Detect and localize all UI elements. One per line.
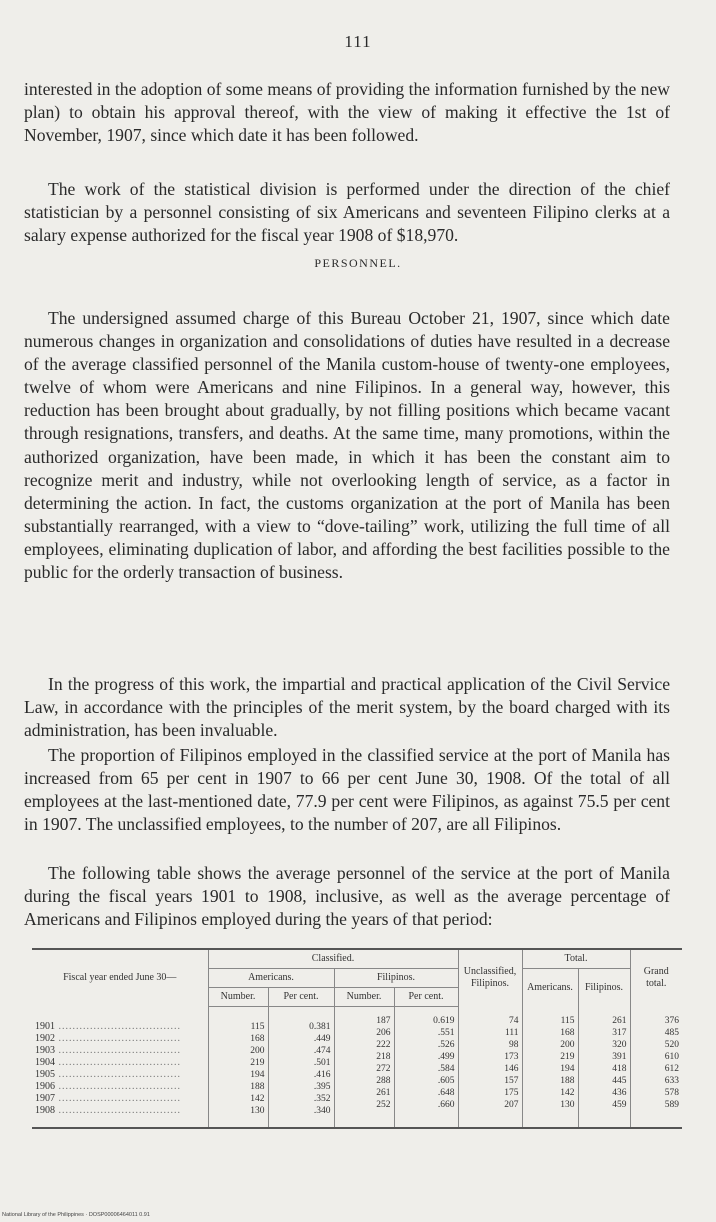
table-cell: .340 [313,1106,331,1116]
table-cell: 194 [560,1063,575,1074]
table-cell: 0.619 [433,1016,455,1026]
table-cell: 206 [376,1028,391,1038]
header-filipinos: Filipinos. [334,969,458,988]
table-cell: 142 [250,1094,265,1104]
table-cell: .474 [313,1046,331,1056]
table-cell: 207 [504,1099,519,1110]
header-classified: Classified. [208,949,458,969]
header-unclassified: Unclassified, Filipinos. [458,949,522,1007]
table-cell: 261 [376,1088,391,1098]
table-cell: .501 [313,1058,331,1068]
header-american-percent: Per cent. [268,988,334,1007]
header-total-filipinos: Filipinos. [578,969,630,1007]
table-cell: 520 [664,1039,679,1050]
table-cell: .449 [313,1034,331,1044]
grand-total-column [630,1007,682,1129]
paragraph-3: The undersigned assumed charge of this Bureau October 21, 1907, since which date numerous changes in organization and consolidations of duties have resulted in a decrease of the average classified personnel of the Manila custom-house of twenty-one employees, twelve of whom were Americans and nine Filipinos. In a general way, however, this reduction has been brought about gradually, by not filling positions which became vacant through resignations, transfers, and deaths. At the same time, many promotions, within the authorized organization, have been made, in which it has been the constant aim to recognize merit and industry, while not overlooking length of service, as a factor in determining the action. In fact, the customs organization at the port of Manila has been substantially rearranged, with a view to “dove-tailing” work, utilizing the full time of all employees, eliminating duplication of labor, and affording the best facilities possible to the public for the orderly transaction of business. [24,308,670,583]
year-column [32,1007,208,1129]
table-cell: 633 [664,1075,679,1086]
table-cell: 130 [560,1099,575,1110]
filipino-percent-column [394,1007,458,1129]
page-number: 111 [344,32,372,51]
header-filipino-number: Number. [334,988,394,1007]
table-cell: 219 [250,1058,265,1068]
table-cell: 0.381 [309,1022,331,1032]
table-cell: 168 [250,1034,265,1044]
table-cell: .395 [313,1082,331,1092]
table-cell: 175 [504,1087,519,1098]
header-fiscal-year: Fiscal year ended June 30— [32,949,208,1007]
scan-footer: National Library of the Philippines · DOSP00006464011 0.91 [2,1212,150,1218]
table-cell: 218 [376,1052,391,1062]
year-cell: 1904 ..... [35,1057,205,1069]
table-cell: 610 [664,1051,679,1062]
table-cell: 157 [504,1075,519,1086]
american-number-column [208,1007,268,1129]
table-cell: 130 [250,1106,265,1116]
table-cell: .648 [437,1088,455,1098]
filipino-number-column [334,1007,394,1129]
table-cell: 115 [560,1015,575,1026]
unclassified-column [458,1007,522,1129]
table-cell: 317 [612,1027,627,1038]
header-filipino-percent: Per cent. [394,988,458,1007]
table-cell: .416 [313,1070,331,1080]
paragraph-5: The proportion of Filipinos employed in the classified service at the port of Manila has increased from 65 per cent in 1907 to 66 per cent June 30, 1908. Of the total of all employees at the last-mentioned date, 77.9 per cent were Filipinos, as against 75.5 per cent in 1907. The unclassified employees, to the number of 207, are all Filipinos. [24,745,670,835]
table-cell: 168 [560,1027,575,1038]
header-total: Total. [522,949,630,969]
table-cell: 194 [250,1070,265,1080]
header-total-americans: Americans. [522,969,578,1007]
table-cell: 200 [560,1039,575,1050]
year-cell: 1901 ..... [35,1021,205,1033]
table-cell: 418 [612,1063,627,1074]
year-cell: 1902 ..... [35,1033,205,1045]
table-cell: 589 [664,1099,679,1110]
table-cell: 188 [250,1082,265,1092]
table-cell: 188 [560,1075,575,1086]
header-americans: Americans. [208,969,334,988]
table-cell: 74 [509,1015,519,1026]
header-grand-total: Grand total. [630,949,682,1007]
total-americans-column [522,1007,578,1129]
table-cell: 445 [612,1075,627,1086]
table-cell: 320 [612,1039,627,1050]
table-data-row [32,1007,682,1129]
paragraph-2: The work of the statistical division is performed under the direction of the chief statistician by a personnel consisting of six Americans and seventeen Filipino clerks at a salary expense authorized for the fiscal year 1908 of $18,970. [24,179,670,246]
table-cell: 272 [376,1064,391,1074]
table-cell: 459 [612,1099,627,1110]
paragraph-6: The following table shows the average personnel of the service at the port of Manila during the fiscal years 1901 to 1908, inclusive, as well as the average percentage of Americans and Filipinos employed during the years of that period: [24,863,670,930]
table-cell: 115 [250,1022,265,1032]
table-cell: 222 [376,1040,391,1050]
table-cell: 376 [664,1015,679,1026]
table-cell: .526 [437,1040,455,1050]
table-cell: 288 [376,1076,391,1086]
year-cell: 1905 ..... [35,1069,205,1081]
table-cell: 485 [664,1027,679,1038]
header-american-number: Number. [208,988,268,1007]
table-cell: 173 [504,1051,519,1062]
year-cell: 1906 ..... [35,1081,205,1093]
table-cell: 391 [612,1051,627,1062]
year-cell: 1903 ..... [35,1045,205,1057]
table-cell: 578 [664,1087,679,1098]
table-cell: 111 [504,1027,519,1038]
table-cell: 142 [560,1087,575,1098]
table-cell: 436 [612,1087,627,1098]
year-cell: 1907 ..... [35,1093,205,1105]
paragraph-4: In the progress of this work, the impartial and practical application of the Civil Service Law, in accordance with the principles of the merit system, by the board charged with its administration, has been invaluable. [24,674,670,741]
table-cell: 252 [376,1100,391,1110]
table-cell: 261 [612,1015,627,1026]
table-cell: .499 [437,1052,455,1062]
table-cell: .551 [437,1028,455,1038]
table-cell: 187 [376,1016,391,1026]
table-cell: 200 [250,1046,265,1056]
table-cell: 219 [560,1051,575,1062]
table-cell: 146 [504,1063,519,1074]
table-cell: .584 [437,1064,455,1074]
table-cell: .352 [313,1094,331,1104]
section-heading: PERSONNEL. [314,256,402,270]
total-filipinos-column [578,1007,630,1129]
table-cell: .660 [437,1100,455,1110]
personnel-table [32,948,682,1129]
american-percent-column [268,1007,334,1129]
paragraph-1: interested in the adoption of some means of providing the information furnished by the new plan) to obtain his approval thereof, with the view of making it effective the 1st of November, 1907, since which date it has been followed. [24,79,670,146]
table-cell: 98 [509,1039,519,1050]
year-cell: 1908 ..... [35,1105,205,1117]
table-cell: 612 [664,1063,679,1074]
table-cell: .605 [437,1076,455,1086]
